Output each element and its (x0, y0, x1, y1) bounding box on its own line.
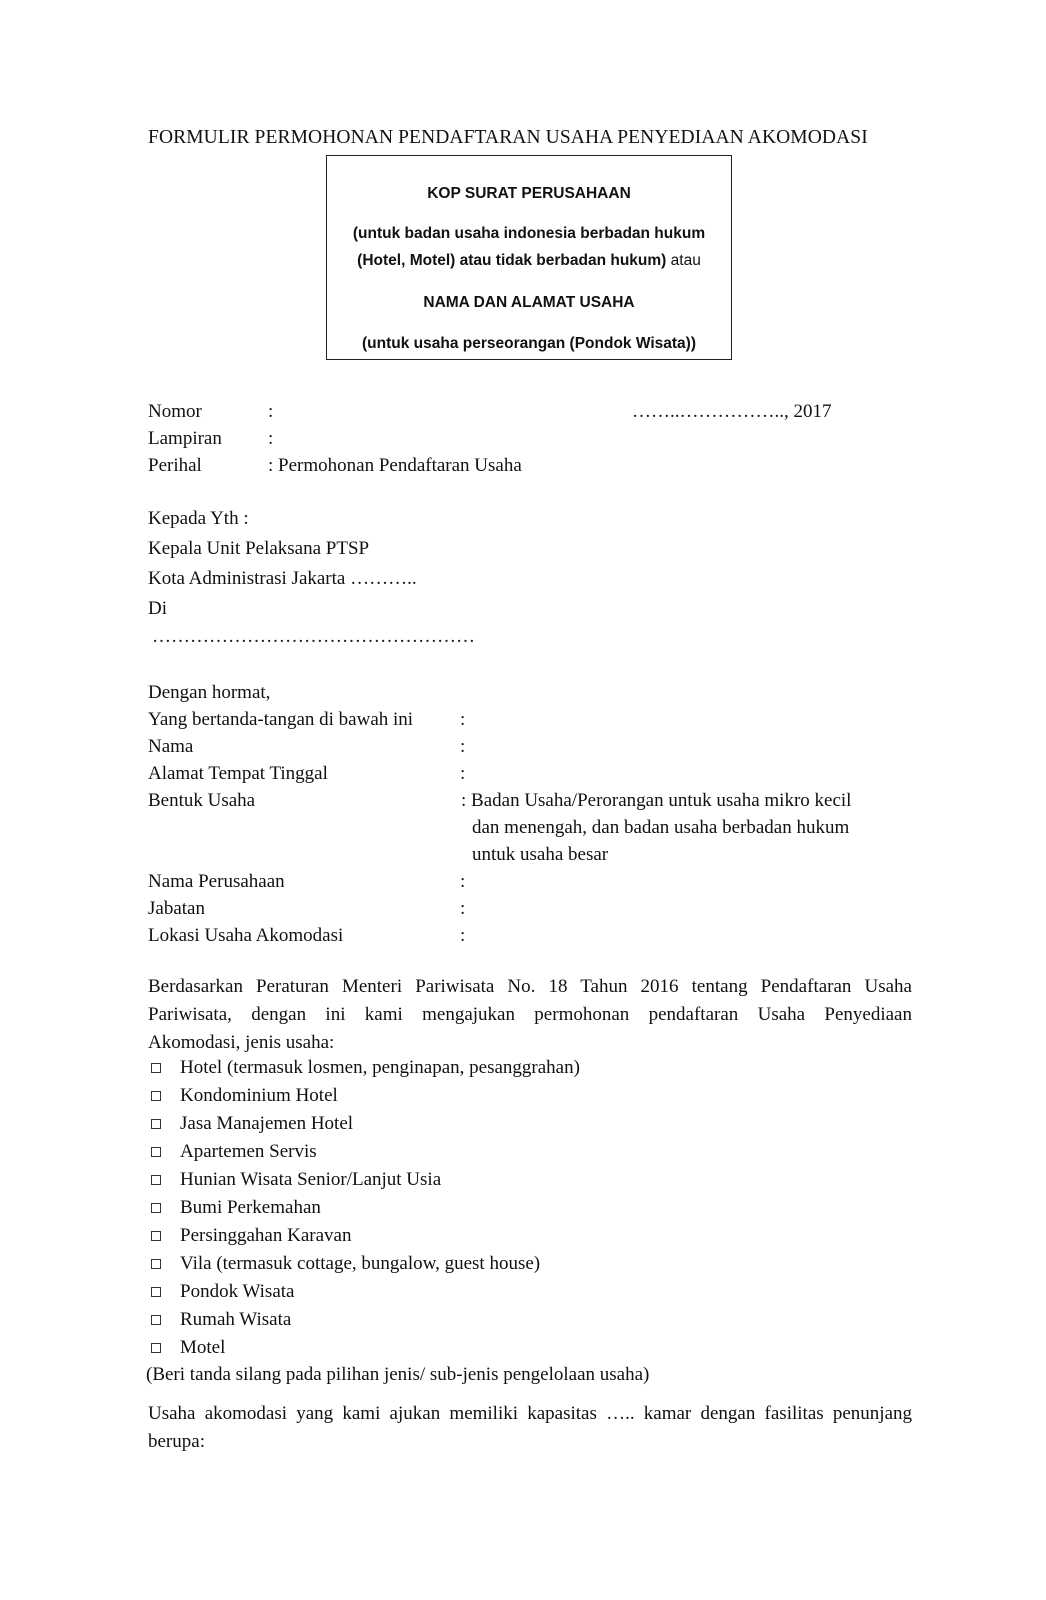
legal-basis-paragraph (148, 973, 912, 1057)
field-label: Nama (148, 736, 194, 757)
option-label: Jasa Manajemen Hotel (180, 1113, 354, 1134)
option-checkbox[interactable] (151, 1259, 161, 1269)
lampiran-label: Lampiran (148, 428, 222, 449)
option-checkbox[interactable] (151, 1203, 161, 1213)
kop-line-2-bold: (Hotel, Motel) atau tidak berbadan hukum) (357, 252, 667, 269)
capacity-line: berupa: (148, 1431, 205, 1452)
recipient-line-2: Kepala Unit Pelaksana PTSP (148, 538, 370, 559)
option-label: Pondok Wisata (180, 1281, 295, 1302)
perihal-value: : Permohonan Pendaftaran Usaha (268, 455, 522, 476)
paragraph-line: Akomodasi, jenis usaha: (148, 1032, 335, 1053)
bentuk-value-line: dan menengah, dan badan usaha berbadan hukum (472, 817, 850, 838)
option-checkbox[interactable] (151, 1063, 161, 1073)
field-label: Yang bertanda-tangan di bawah ini (148, 709, 414, 730)
recipient-line-3: Kota Administrasi Jakarta ……….. (148, 568, 417, 589)
option-checkbox[interactable] (151, 1343, 161, 1353)
recipient-line-1: Kepada Yth : (148, 508, 249, 529)
kop-line-2 (327, 251, 731, 271)
capacity-line: Usaha akomodasi yang kami ajukan memiliki kapasitas ….. kamar dengan fasilitas penunjang (148, 1403, 912, 1424)
option-label: Kondominium Hotel (180, 1085, 338, 1106)
option-label: Rumah Wisata (180, 1309, 292, 1330)
greeting: Dengan hormat, (148, 682, 271, 703)
nomor-label: Nomor (148, 401, 202, 422)
capacity-paragraph (148, 1400, 912, 1456)
field-colon: : (460, 925, 466, 946)
field-colon: : (460, 736, 466, 757)
kop-line-3: (untuk usaha perseorangan (Pondok Wisata)) (361, 335, 696, 352)
lampiran-colon: : (268, 428, 274, 449)
kop-heading-2: NAMA DAN ALAMAT USAHA (423, 294, 635, 311)
option-checkbox[interactable] (151, 1231, 161, 1241)
paragraph-line: Pariwisata, dengan ini kami mengajukan permohonan pendaftaran Usaha Penyediaan (148, 1004, 912, 1025)
option-label: Hunian Wisata Senior/Lanjut Usia (180, 1169, 442, 1190)
option-label: Bumi Perkemahan (180, 1197, 321, 1218)
option-checkbox[interactable] (151, 1091, 161, 1101)
option-checkbox[interactable] (151, 1315, 161, 1325)
perihal-label: Perihal (148, 455, 202, 476)
bentuk-value-line: untuk usaha besar (472, 844, 609, 865)
option-label: Apartemen Servis (180, 1141, 317, 1162)
kop-heading: KOP SURAT PERUSAHAAN (427, 185, 631, 202)
field-label: Alamat Tempat Tinggal (148, 763, 328, 784)
field-label: Nama Perusahaan (148, 871, 285, 892)
option-label: Vila (termasuk cottage, bungalow, guest house) (180, 1253, 541, 1274)
field-colon: : (460, 871, 466, 892)
option-label: Motel (180, 1337, 226, 1358)
option-label: Hotel (termasuk losmen, penginapan, pesanggrahan) (180, 1057, 580, 1078)
letter-date: ……..…………….., 2017 (632, 401, 832, 422)
option-checkbox[interactable] (151, 1147, 161, 1157)
field-colon: : (460, 763, 466, 784)
option-checkbox[interactable] (151, 1287, 161, 1297)
field-colon: : (460, 709, 466, 730)
field-label: Jabatan (148, 898, 205, 919)
field-label: Bentuk Usaha (148, 790, 256, 811)
recipient-line-4: Di (148, 598, 167, 619)
letterhead-box (326, 155, 732, 360)
paragraph-line: Berdasarkan Peraturan Menteri Pariwisata No. 18 Tahun 2016 tentang Pendaftaran Usaha (148, 976, 912, 997)
nomor-colon: : (268, 401, 274, 422)
recipient-line-5: …………………………………………… (152, 626, 475, 647)
option-label: Persinggahan Karavan (180, 1225, 352, 1246)
field-colon: : (460, 898, 466, 919)
bentuk-value-line: : Badan Usaha/Perorangan untuk usaha mikro kecil (461, 790, 852, 811)
option-checkbox[interactable] (151, 1119, 161, 1129)
option-checkbox[interactable] (151, 1175, 161, 1185)
kop-line-2-tail: atau (666, 252, 701, 269)
field-label: Lokasi Usaha Akomodasi (148, 925, 344, 946)
form-title: FORMULIR PERMOHONAN PENDAFTARAN USAHA PENYEDIAAN AKOMODASI (148, 127, 868, 148)
option-note: (Beri tanda silang pada pilihan jenis/ sub-jenis pengelolaan usaha) (146, 1364, 650, 1385)
kop-line-1: (untuk badan usaha indonesia berbadan hukum (352, 225, 706, 242)
